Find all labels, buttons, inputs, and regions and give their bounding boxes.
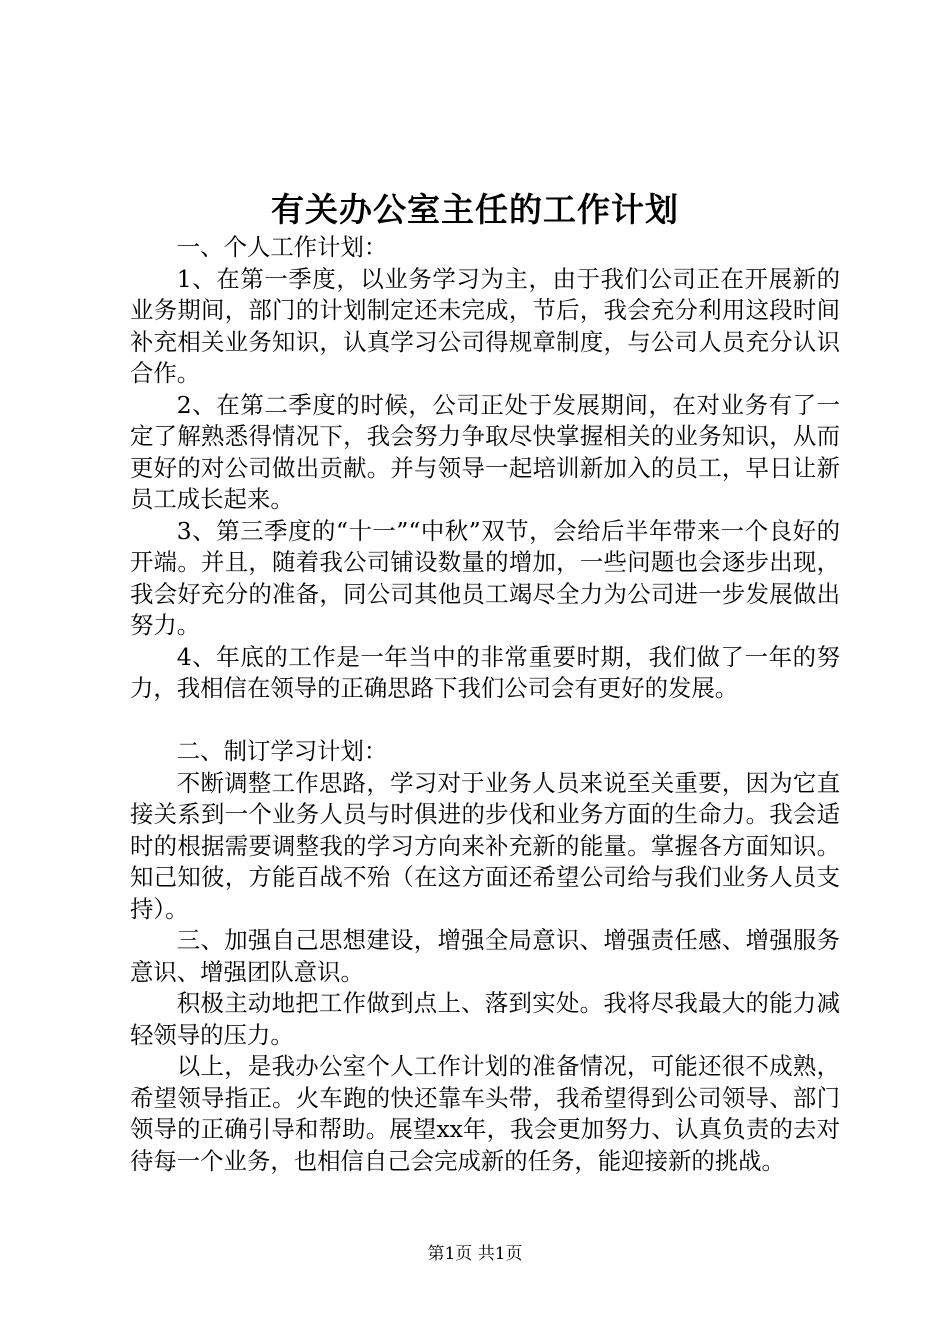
blank-line [130, 705, 840, 737]
paragraph-q3: 3、第三季度的“十一”“中秋”双节，会给后半年带来一个良好的开端。并且，随着我公司铺设数量的增加，一些问题也会逐步出现，我会好充分的准备，同公司其他员工竭尽全力为公司进一步发展做出努力。 [130, 516, 840, 639]
paragraph-study: 不断调整工作思路，学习对于业务人员来说至关重要，因为它直接关系到一个业务人员与时俱进的步伐和业务方面的生命力。我会适时的根据需要调整我的学习方向来补充新的能量。掌握各方面知识。知己知彼，方能百战不殆（在这方面还希望公司给与我们业务人员支持）。 [130, 768, 840, 923]
document-body [130, 232, 840, 1177]
document-title: 有关办公室主任的工作计划 [271, 190, 679, 229]
page-footer: 第1页 共1页 [427, 1244, 523, 1264]
paragraph-q1: 1、在第一季度，以业务学习为主，由于我们公司正在开展新的业务期间，部门的计划制定还未完成，节后，我会充分利用这段时间补充相关业务知识，认真学习公司得规章制度，与公司人员充分认识合作。 [130, 264, 840, 387]
paragraph-initiative: 积极主动地把工作做到点上、落到实处。我将尽我最大的能力减轻领导的压力。 [130, 989, 840, 1049]
paragraph-year-end: 4、年底的工作是一年当中的非常重要时期，我们做了一年的努力，我相信在领导的正确思路下我们公司会有更好的发展。 [130, 642, 840, 702]
paragraph-q2: 2、在第二季度的时候，公司正处于发展期间，在对业务有了一定了解熟悉得情况下，我会努力争取尽快掌握相关的业务知识，从而更好的对公司做出贡献。并与领导一起培训新加入的员工，早日让新员工成长起来。 [130, 390, 840, 513]
section-heading-personal-plan: 一、个人工作计划： [176, 233, 388, 261]
paragraph-section-three: 三、加强自己思想建设，增强全局意识、增强责任感、增强服务意识、增强团队意识。 [130, 926, 840, 986]
section-heading-study-plan: 二、制订学习计划： [176, 737, 388, 765]
paragraph-conclusion: 以上，是我办公室个人工作计划的准备情况，可能还很不成熟，希望领导指正。火车跑的快还靠车头带，我希望得到公司领导、部门领导的正确引导和帮助。展望xx年，我会更加努力、认真负责的去对待每一个业务，也相信自己会完成新的任务，能迎接新的挑战。 [130, 1052, 840, 1175]
